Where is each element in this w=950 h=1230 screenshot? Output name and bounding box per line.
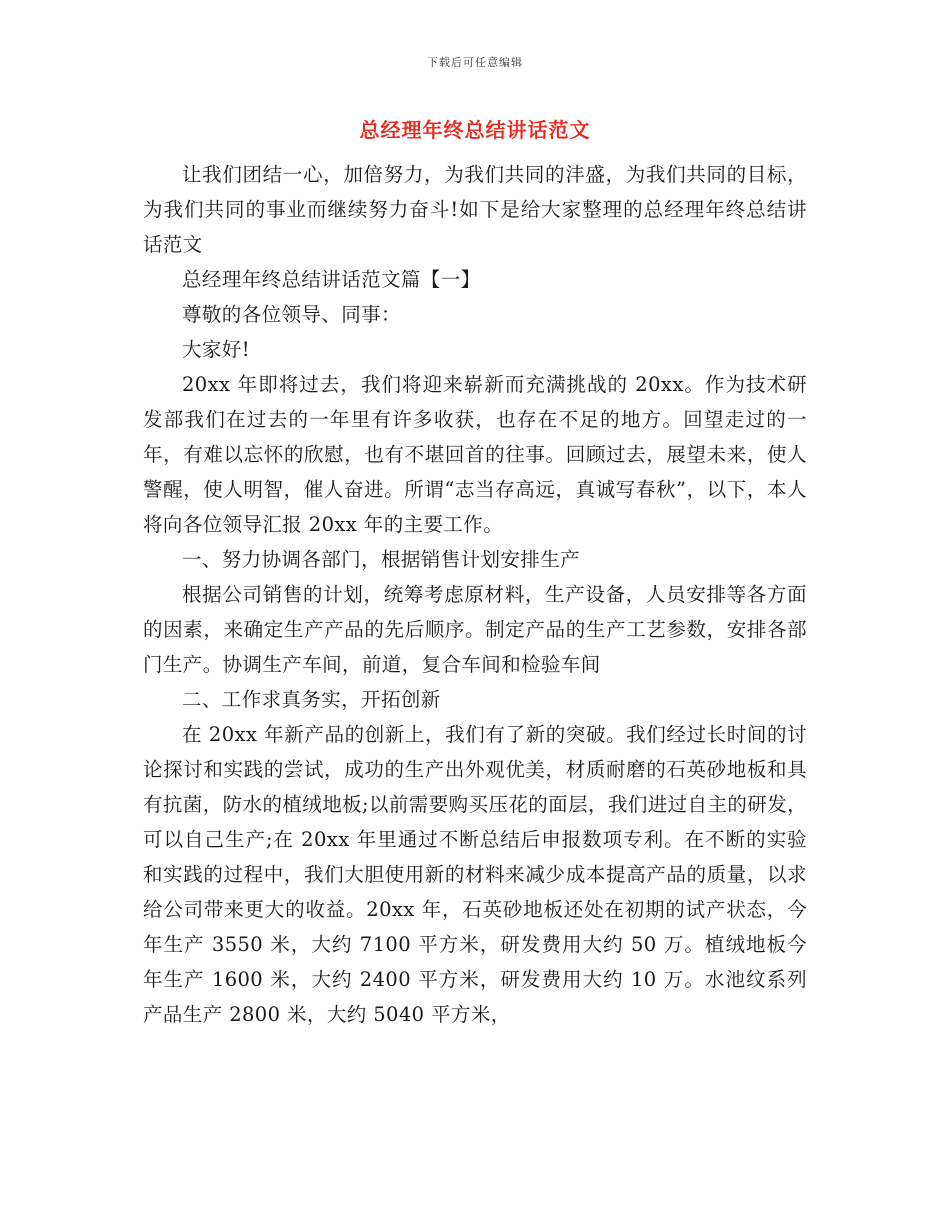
section-heading-part-one: 总经理年终总结讲话范文篇【一】 <box>182 268 481 291</box>
paragraph-section-2: 在 20xx 年新产品的创新上，我们有了新的突破。我们经过长时间的讨论探讨和实践的尝试，成功的生产出外观优美，材质耐磨的石英砂地板和具有抗菌，防水的植绒地板;以前需要购买压花的面层，我们进过自主的研发，可以自己生产;在 20xx 年里通过不断总结后申报数项专利。在不断的实验和实践的过程中，我们大胆使用新的材料来减少成本提高产品的质量，以求给公司带来更大的收益。20xx 年，石英砂地板还处在初期的试产状态，今年生产 3550 米，大约 7100 平方米，研发费用大约 50 万。植绒地板今年生产 1600 米，大约 2400 平方米，研发费用大约 10 万。水池纹系列产品生产 2800 米，大约 5040 平方米， <box>143 723 807 1026</box>
header-note: 下载后可任意编辑 <box>427 56 523 69</box>
document-body <box>143 157 807 1032</box>
paragraph-intro: 让我们团结一心，加倍努力，为我们共同的沣盛，为我们共同的目标，为我们共同的事业而继续努力奋斗!如下是给大家整理的总经理年终总结讲话范文 <box>143 163 807 256</box>
greeting: 大家好! <box>182 338 250 361</box>
paragraph-section-1: 根据公司销售的计划，统筹考虑原材料，生产设备，人员安排等各方面的因素，来确定生产产品的先后顺序。制定产品的生产工艺参数，安排各部门生产。协调生产车间，前道，复合车间和检验车间 <box>143 583 807 676</box>
paragraph-overview: 20xx 年即将过去，我们将迎来崭新而充满挑战的 20xx。作为技术研发部我们在过去的一年里有许多收获，也存在不足的地方。回望走过的一年，有难以忘怀的欣慰，也有不堪回首的往事。回顾过去，展望未来，使人警醒，使人明智，催人奋进。所谓“志当存高远，真诚写春秋”，以下，本人将向各位领导汇报 20xx 年的主要工作。 <box>143 373 807 536</box>
section-heading-1: 一、努力协调各部门，根据销售计划安排生产 <box>182 548 581 571</box>
section-heading-2: 二、工作求真务实，开拓创新 <box>182 688 441 711</box>
document-title: 总经理年终总结讲话范文 <box>359 118 591 142</box>
salutation: 尊敬的各位领导、同事： <box>182 303 401 326</box>
